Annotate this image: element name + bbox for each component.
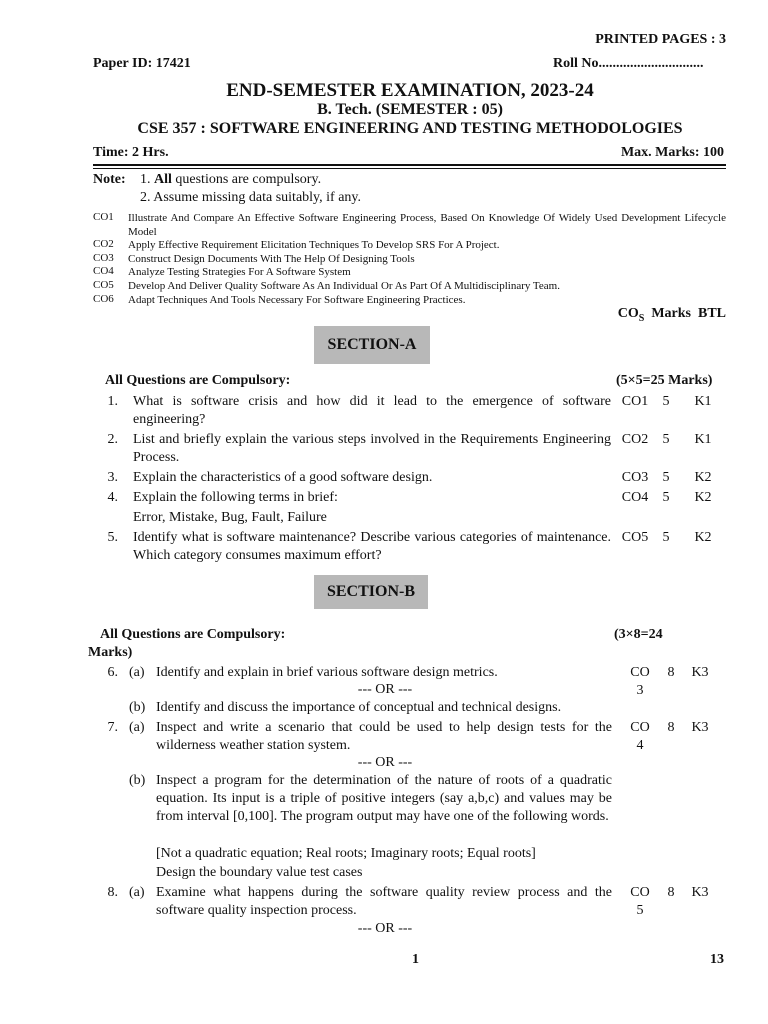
note-item-1 [140,172,321,188]
column-header-btl: BTL [697,306,726,321]
question-co: CO [630,720,650,735]
or-separator: --- OR --- [357,682,413,697]
question-co: CO [630,885,650,900]
footer-code: 13 [710,952,724,967]
question-co-number: 3 [636,683,644,698]
question-number: 1. [107,394,118,409]
question-btl: K1 [694,432,712,447]
question-marks: 8 [667,720,675,735]
question-btl: K1 [694,394,712,409]
or-separator: --- OR --- [357,755,413,770]
question-co: CO3 [621,470,649,485]
question-co: CO2 [621,432,649,447]
printed-pages: PRINTED PAGES : 3 [595,32,726,47]
header-rule-thin [93,168,726,169]
question-number: 5. [107,530,118,545]
question-text: Examine what happens during the software quality review process and the software quality inspection process. [156,885,612,918]
question-number: 7. [107,720,118,735]
question-text: Inspect a program for the determination of the nature of roots of a quadratic equation. Its input is a triple of positive integers (say a,b,c) and values may be from interval [0,100]. The program output may have one of the following words. [156,773,612,824]
question-text: List and briefly explain the various steps involved in the Requirements Engineering Process. [133,432,611,465]
question-text: Inspect and write a scenario that could be used to help design tests for the wilderness weather station system. [156,720,612,753]
co-description: Adapt Techniques And Tools Necessary For Software Engineering Practices. [128,294,466,306]
section-b-instruction: All Questions are Compulsory: [100,627,286,642]
co-description: Develop And Deliver Quality Software As An Individual Or As Part Of A Multidisciplinary Team. [128,280,560,292]
question-marks: 5 [662,394,670,409]
part-label: (b) [129,700,146,715]
section-b-marks-continued: Marks) [88,645,133,660]
section-b-title: SECTION-B [314,575,428,609]
note-item-1-bold: All [154,172,172,187]
question-marks: 5 [662,490,670,505]
co-code: CO4 [93,265,114,277]
question-text: What is software crisis and how did it lead to the emergence of software engineering? [133,394,611,427]
program-line: B. Tech. (SEMESTER : 05) [317,101,503,118]
question-marks: 8 [667,885,675,900]
course-title: CSE 357 : SOFTWARE ENGINEERING AND TESTING METHODOLOGIES [137,120,683,137]
question-text: Explain the following terms in brief: [133,490,338,505]
question-btl: K2 [694,470,712,485]
part-label: (a) [129,885,145,900]
question-co: CO5 [621,530,649,545]
co-description: Illustrate And Compare An Effective Software Engineering Process, Based On Knowledge Of Widely Used Development Lifecycle Model [128,212,726,238]
question-btl: K2 [694,530,712,545]
note-label: Note: [93,172,126,187]
max-marks: Max. Marks: 100 [620,145,724,160]
column-headers [618,306,726,324]
question-subtext: Error, Mistake, Bug, Fault, Failure [133,510,327,525]
roll-number: Roll No.............................. [553,56,704,71]
column-header-cos: CO [617,306,639,321]
question-number: 6. [107,665,118,680]
question-co-number: 5 [636,903,644,918]
question-co: CO4 [621,490,649,505]
question-btl: K3 [691,720,709,735]
question-subtext: Design the boundary value test cases [156,865,363,880]
co-code: CO3 [93,252,114,264]
exam-title: END-SEMESTER EXAMINATION, 2023-24 [226,80,594,101]
part-label: (a) [129,665,145,680]
section-a-title: SECTION-A [314,326,430,364]
co-code: CO6 [93,293,114,305]
question-text: Identify what is software maintenance? Describe various categories of maintenance. Which category consumes maximum effort? [133,530,611,563]
page-number: 1 [412,952,419,967]
question-co-number: 4 [636,738,644,753]
question-co: CO [630,665,650,680]
question-marks: 8 [667,665,675,680]
question-btl: K3 [691,665,709,680]
section-a-instruction: All Questions are Compulsory: [105,373,291,388]
question-text: Explain the characteristics of a good software design. [133,470,433,485]
question-btl: K2 [694,490,712,505]
co-description: Construct Design Documents With The Help Of Designing Tools [128,253,415,265]
section-b-marks: (3×8=24 [614,627,663,642]
question-number: 8. [107,885,118,900]
header-rule-thick [93,164,726,166]
question-number: 3. [107,470,118,485]
co-code: CO2 [93,238,114,250]
section-a-marks: (5×5=25 Marks) [616,373,713,388]
question-btl: K3 [691,885,709,900]
co-code: CO1 [93,211,114,223]
column-header-marks: Marks [651,306,691,321]
co-code: CO5 [93,279,114,291]
question-co: CO1 [621,394,649,409]
or-separator: --- OR --- [357,921,413,936]
question-number: 4. [107,490,118,505]
question-text: Identify and discuss the importance of conceptual and technical designs. [156,700,562,715]
question-number: 2. [107,432,118,447]
time-allowed: Time: 2 Hrs. [93,145,169,160]
part-label: (a) [129,720,145,735]
co-description: Analyze Testing Strategies For A Software System [128,266,351,278]
paper-id: Paper ID: 17421 [93,56,191,71]
question-marks: 5 [662,470,670,485]
part-label: (b) [129,773,146,788]
question-subtext: [Not a quadratic equation; Real roots; Imaginary roots; Equal roots] [156,846,536,861]
note-item-1-text: questions are compulsory. [171,172,322,187]
note-item-1-num: 1. [140,172,151,187]
question-marks: 5 [662,432,670,447]
co-description: Apply Effective Requirement Elicitation Techniques To Develop SRS For A Project. [128,239,500,251]
question-text: Identify and explain in brief various software design metrics. [156,665,498,680]
note-item-2: 2. Assume missing data suitably, if any. [140,190,361,205]
column-header-cos-sub: S [638,312,645,324]
question-marks: 5 [662,530,670,545]
